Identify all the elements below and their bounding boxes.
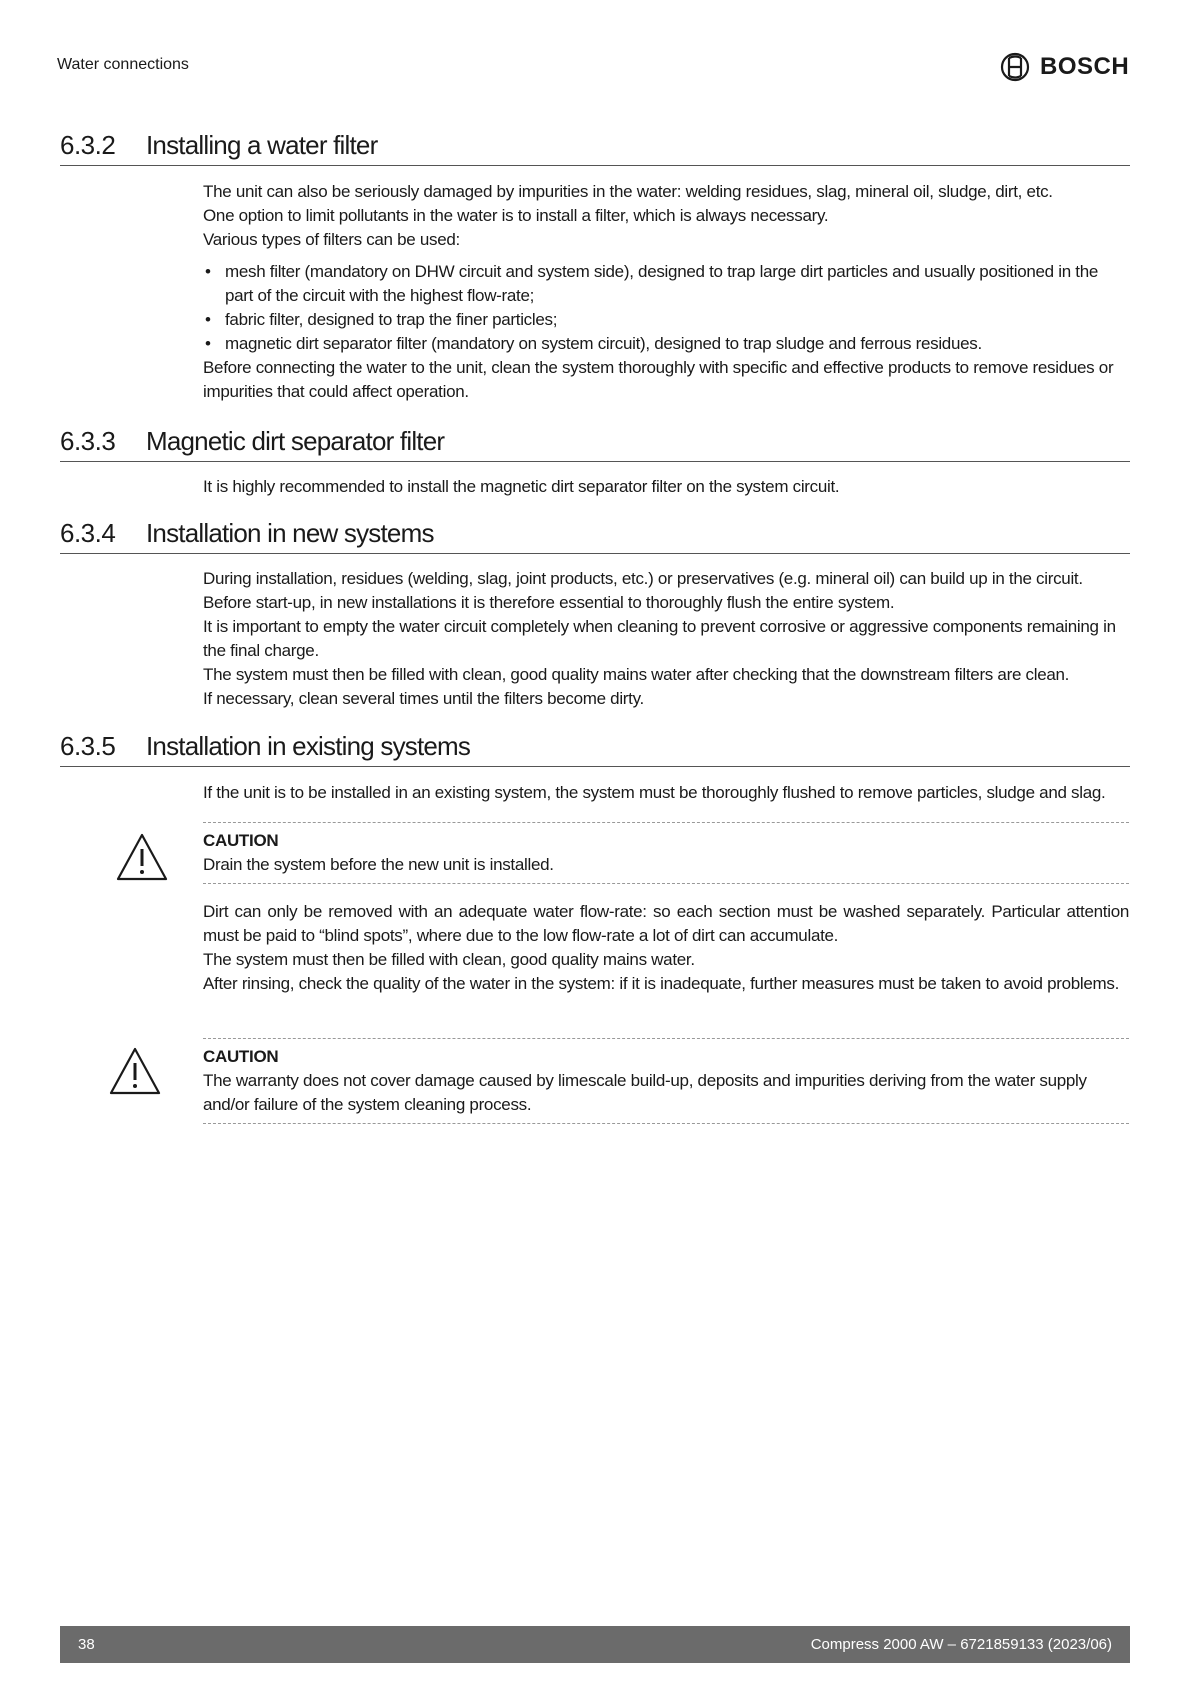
section-title: Installing a water filter — [146, 130, 378, 160]
paragraph: Before connecting the water to the unit, clean the system thoroughly with specific and effective products to remove residues or impurities that could affect operation. — [203, 358, 1114, 401]
section-number: 6.3.5 — [60, 731, 116, 761]
bosch-armature-icon — [1000, 52, 1030, 82]
section-number: 6.3.3 — [60, 426, 116, 456]
section-number: 6.3.4 — [60, 518, 116, 548]
paragraph: Dirt can only be removed with an adequate water flow-rate: so each section must be washed separately. Particular attention must be paid to “blind spots”, where due to the low flow-rate a lot of dirt can accumulate. — [203, 902, 1129, 945]
section-number: 6.3.2 — [60, 130, 116, 160]
section-body-6-3-5-continued — [203, 900, 1129, 996]
caution-title: CAUTION — [203, 831, 279, 850]
warning-triangle-icon — [108, 1046, 162, 1096]
section-title: Installation in existing systems — [146, 731, 471, 761]
section-body-6-3-5 — [203, 781, 1129, 805]
list-item: • fabric filter, designed to trap the finer particles; — [203, 308, 1129, 332]
paragraph: After rinsing, check the quality of the water in the system: if it is inadequate, further measures must be taken to avoid problems. — [203, 974, 1120, 993]
section-title: Installation in new systems — [146, 518, 434, 548]
filter-type-list — [203, 260, 1129, 356]
section-body-6-3-4 — [203, 567, 1129, 711]
paragraph: Before start-up, in new installations it is therefore essential to thoroughly flush the entire system. — [203, 593, 895, 612]
paragraph: It is highly recommended to install the magnetic dirt separator filter on the system circuit. — [203, 477, 840, 496]
brand-logo — [1000, 52, 1129, 82]
page-number: 38 — [78, 1636, 95, 1653]
section-body-6-3-3 — [203, 475, 1129, 499]
document-id: Compress 2000 AW – 6721859133 (2023/06) — [810, 1636, 1112, 1653]
caution-title: CAUTION — [203, 1047, 279, 1066]
paragraph: It is important to empty the water circuit completely when cleaning to prevent corrosive or aggressive components remaining in the final charge. — [203, 617, 1116, 660]
caution-text: The warranty does not cover damage caused by limescale build-up, deposits and impurities deriving from the water supply and/or failure of the system cleaning process. — [203, 1071, 1087, 1114]
list-item: • mesh filter (mandatory on DHW circuit and system side), designed to trap large dirt particles and usually positioned in the part of the circuit with the highest flow-rate; — [203, 260, 1129, 308]
warning-triangle-icon — [115, 832, 169, 882]
paragraph: If necessary, clean several times until the filters become dirty. — [203, 689, 644, 708]
section-title: Magnetic dirt separator filter — [146, 426, 445, 456]
brand-name: BOSCH — [1040, 53, 1130, 80]
paragraph: During installation, residues (welding, slag, joint products, etc.) or preservatives (e.g. mineral oil) can build up in the circuit. — [203, 569, 1083, 588]
paragraph: If the unit is to be installed in an existing system, the system must be thoroughly flushed to remove particles, sludge and slag. — [203, 783, 1106, 802]
section-heading-6-3-3 — [60, 428, 1130, 462]
section-heading-6-3-5 — [60, 733, 1130, 767]
section-heading-6-3-4 — [60, 520, 1130, 554]
caution-notice — [203, 1038, 1129, 1124]
paragraph: The unit can also be seriously damaged by impurities in the water: welding residues, slag, mineral oil, sludge, dirt, etc. — [203, 182, 1053, 201]
section-heading-6-3-2 — [60, 132, 1130, 166]
running-header: Water connections — [57, 56, 189, 73]
paragraph: The system must then be filled with clean, good quality mains water. — [203, 950, 695, 969]
section-body-6-3-2 — [203, 180, 1129, 404]
page-footer — [60, 1626, 1130, 1663]
list-item: • magnetic dirt separator filter (mandatory on system circuit), designed to trap sludge and ferrous residues. — [203, 332, 1129, 356]
caution-text: Drain the system before the new unit is installed. — [203, 855, 554, 874]
paragraph: The system must then be filled with clean, good quality mains water after checking that the downstream filters are clean. — [203, 665, 1070, 684]
paragraph: Various types of filters can be used: — [203, 230, 460, 249]
paragraph: One option to limit pollutants in the water is to install a filter, which is always necessary. — [203, 206, 829, 225]
caution-notice — [203, 822, 1129, 884]
